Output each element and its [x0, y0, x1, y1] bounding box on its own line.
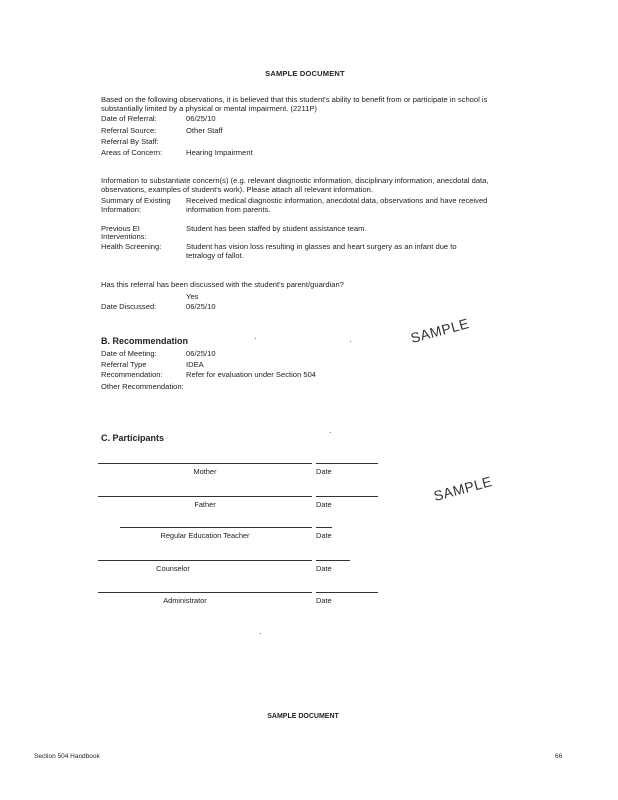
recommendation-value: Refer for evaluation under Section 504	[186, 370, 317, 379]
discussion-question: Has this referral has been discussed with the student's parent/guardian?	[101, 280, 344, 289]
info-instruction-line-2: observations, examples of student's work). Please attach all relevant information.	[101, 185, 374, 194]
areas-of-concern-label: Areas of Concern:	[101, 148, 163, 157]
scan-speck	[350, 341, 351, 342]
summary-value-line-2: information from parents.	[186, 205, 271, 214]
participant-date-label-counselor: Date	[316, 564, 332, 573]
date-line-administrator[interactable]	[316, 592, 378, 593]
scan-speck	[255, 338, 256, 339]
participant-role-counselor: Counselor	[156, 564, 190, 573]
referral-intro-line-1: Based on the following observations, it is believed that this student's ability to benefit from or participate in school is	[101, 95, 488, 104]
participant-role-teacher: Regular Education Teacher	[160, 531, 250, 540]
participant-role-father: Father	[194, 500, 216, 509]
meeting-date-value: 06/25/10	[186, 349, 216, 358]
summary-label-line-2: Information:	[101, 205, 142, 214]
health-screening-label: Health Screening:	[101, 242, 162, 251]
date-line-mother[interactable]	[316, 463, 378, 464]
health-screening-value-line-2: tetralogy of fallot.	[186, 251, 244, 260]
referral-type-label: Referral Type	[101, 360, 147, 369]
signature-line-counselor[interactable]	[98, 560, 312, 561]
signature-line-administrator[interactable]	[98, 592, 312, 593]
page-number: 66	[555, 753, 563, 760]
referral-date-label: Date of Referral:	[101, 114, 157, 123]
summary-value-line-1: Received medical diagnostic information, anecdotal data, observations and have received	[186, 196, 488, 205]
previous-interventions-value: Student has been staffed by student assistance team.	[186, 224, 367, 233]
meeting-date-label: Date of Meeting:	[101, 349, 157, 358]
participant-date-label-teacher: Date	[316, 531, 332, 540]
recommendation-heading: B. Recommendation	[101, 336, 189, 346]
summary-label-line-1: Summary of Existing	[101, 196, 171, 205]
participant-role-mother: Mother	[193, 467, 217, 476]
info-instruction-line-1: Information to substantiate concern(s) (e.g. relevant diagnostic information, disciplinary information, anecdotal data,	[101, 176, 489, 185]
signature-line-father[interactable]	[98, 496, 312, 497]
referral-source-value: Other Staff	[186, 126, 223, 135]
signature-line-teacher[interactable]	[120, 527, 312, 528]
date-discussed-value: 06/25/10	[186, 302, 216, 311]
other-recommendation-label: Other Recommendation:	[101, 382, 184, 391]
participant-date-label-father: Date	[316, 500, 332, 509]
participant-date-label-administrator: Date	[316, 596, 332, 605]
discussion-answer: Yes	[186, 292, 199, 301]
previous-interventions-label-line-2: Interventions:	[101, 232, 147, 241]
participants-heading: C. Participants	[101, 433, 165, 443]
date-line-teacher[interactable]	[316, 527, 332, 528]
previous-interventions-label-line-1: Previous EI	[101, 224, 140, 233]
document-header: SAMPLE DOCUMENT	[265, 69, 345, 78]
sample-stamp-2: SAMPLE	[431, 473, 494, 504]
signature-line-mother[interactable]	[98, 463, 312, 464]
recommendation-label: Recommendation:	[101, 370, 163, 379]
referral-date-value: 06/25/10	[186, 114, 216, 123]
areas-of-concern-value: Hearing Impairment	[186, 148, 253, 157]
date-line-counselor[interactable]	[316, 560, 350, 561]
health-screening-value-line-1: Student has vision loss resulting in glasses and heart surgery as an infant due to	[186, 242, 457, 251]
date-discussed-label: Date Discussed:	[101, 302, 157, 311]
scan-speck	[330, 432, 331, 433]
referral-source-label: Referral Source:	[101, 126, 157, 135]
referral-staff-label: Referral By Staff:	[101, 137, 159, 146]
scan-speck	[260, 633, 261, 634]
date-line-father[interactable]	[316, 496, 378, 497]
handbook-label: Section 504 Handbook	[34, 753, 100, 760]
participant-role-administrator: Administrator	[163, 596, 207, 605]
participant-date-label-mother: Date	[316, 467, 332, 476]
document-footer: SAMPLE DOCUMENT	[267, 713, 339, 720]
referral-intro-line-2: substantially limited by a physical or mental impairment. (2211P)	[101, 104, 317, 113]
referral-type-value: IDEA	[186, 360, 204, 369]
sample-stamp-1: SAMPLE	[408, 315, 471, 346]
